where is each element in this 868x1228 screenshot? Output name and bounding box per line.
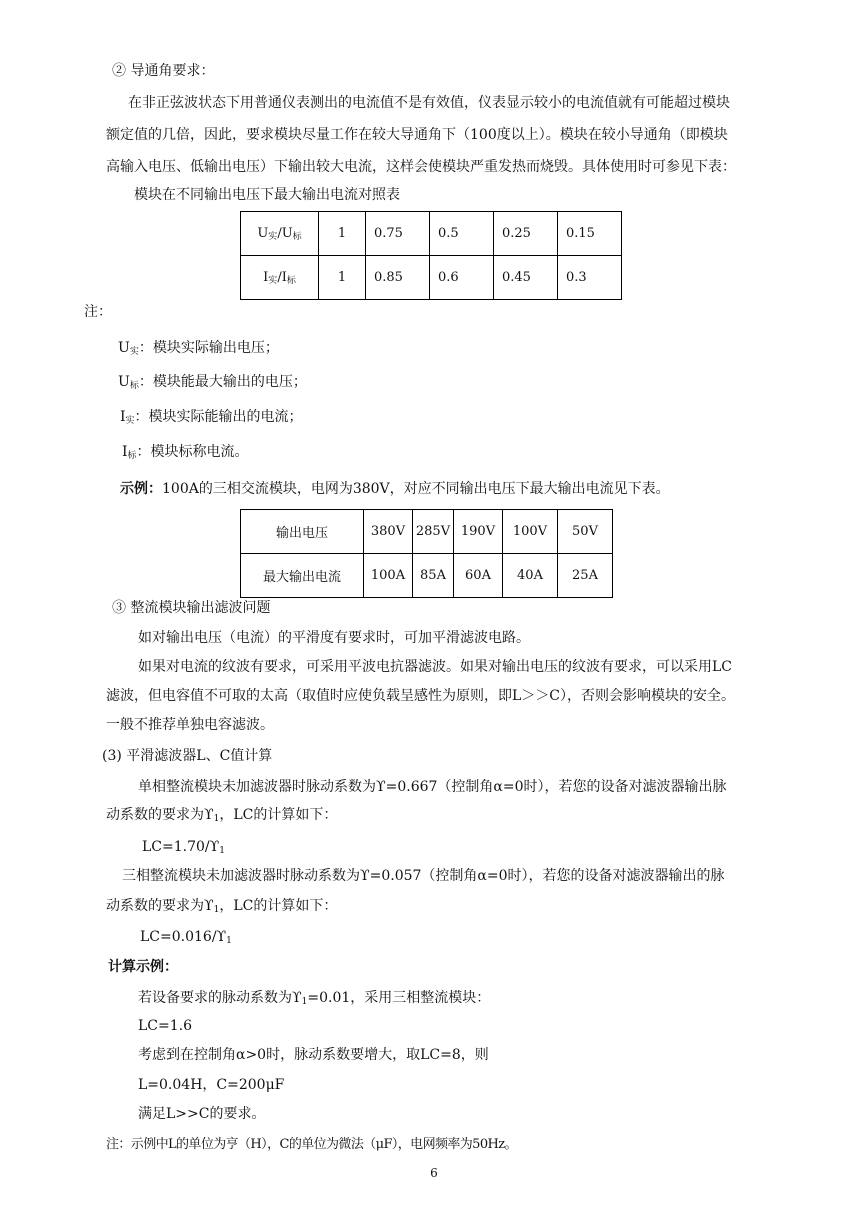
table-row xyxy=(241,212,622,256)
note-item: $I_标$：模块标称电流。 xyxy=(122,444,249,461)
table-cell: 0.15 xyxy=(558,212,622,256)
formula: $LC=0.016/ϒ_1$ xyxy=(140,929,232,946)
paragraph-line: 动系数的要求为$ϒ_1$，LC的计算如下： xyxy=(106,898,338,915)
table-cell: 85A xyxy=(413,554,454,598)
table-caption: 模块在不同输出电压下最大输出电流对照表 xyxy=(134,187,400,203)
table-cell: 285V xyxy=(413,510,454,554)
calc-line: 若设备要求的脉动系数为$ϒ_1=0.01$，采用三相整流模块： xyxy=(138,990,491,1007)
table-cell: 0.6 xyxy=(430,256,494,300)
table-cell: 1 xyxy=(319,256,366,300)
paragraph-line: 在非正弦波状态下用普通仪表测出的电流值不是有效值，仪表显示较小的电流值就有可能超过模块 xyxy=(128,95,730,111)
table-cell: 0.3 xyxy=(558,256,622,300)
ratio-table xyxy=(240,211,622,300)
output-current-table xyxy=(240,509,613,598)
note-item: $U_标$：模块能最大输出的电压； xyxy=(118,374,307,391)
calc-line: 考虑到在控制角α>0时，脉动系数要增大，取LC=8，则 xyxy=(138,1047,489,1063)
paragraph-line: 如对输出电压（电流）的平滑度有要求时，可加平滑滤波电路。 xyxy=(138,630,530,646)
final-note: 注：示例中L的单位为亨（H），C的单位为微法（μF），电网频率为50Hz。 xyxy=(106,1137,517,1152)
table-cell: 0.45 xyxy=(494,256,558,300)
paragraph-line: 如果对电流的纹波有要求，可采用平波电抗器滤波。如果对输出电压的纹波有要求，可以采用LC xyxy=(138,659,733,675)
paragraph-line: 额定值的几倍，因此，要求模块尽量工作在较大导通角下（100度以上）。模块在较小导通角（即模块 xyxy=(106,127,728,143)
table-row xyxy=(241,510,613,554)
paragraph-line: 动系数的要求为$ϒ_1$，LC的计算如下： xyxy=(106,807,338,824)
note-item: $I_实$：模块实际能输出的电流； xyxy=(120,409,303,426)
calc-line: L=0.04H，C=200μF xyxy=(138,1077,285,1093)
page-number: 6 xyxy=(430,1166,438,1180)
table-cell: 60A xyxy=(454,554,503,598)
example-line: 示例：100A的三相交流模块，电网为380V，对应不同输出电压下最大输出电流见下表。 xyxy=(120,481,670,497)
table-cell: 100V xyxy=(503,510,558,554)
section-title-conduction-angle: ② 导通角要求： xyxy=(112,63,215,79)
formula: $LC=1.70/ϒ_1$ xyxy=(142,839,225,856)
calc-line: 满足L>>C的要求。 xyxy=(138,1106,266,1122)
table-cell: 100A xyxy=(364,554,413,598)
table-cell: 40A xyxy=(503,554,558,598)
section-title-lc-calc: (3) 平滑滤波器L、C值计算 xyxy=(102,748,273,764)
table-header-cell: 最大输出电流 xyxy=(241,554,364,598)
table-cell: 380V xyxy=(364,510,413,554)
paragraph-line: 滤波，但电容值不可取的太高（取值时应使负载呈感性为原则，即L＞＞C），否则会影响模块的安全。 xyxy=(106,688,736,704)
table-header-cell: $U_实/U_标$ xyxy=(241,212,319,256)
table-cell: 50V xyxy=(558,510,613,554)
table-cell: 0.75 xyxy=(366,212,430,256)
table-cell: 0.25 xyxy=(494,212,558,256)
table-cell: 190V xyxy=(454,510,503,554)
table-cell: 0.85 xyxy=(366,256,430,300)
note-label: 注： xyxy=(84,304,112,320)
paragraph-line: 三相整流模块未加滤波器时脉动系数为ϒ=0.057（控制角α=0时），若您的设备对滤波器输出的脉 xyxy=(122,868,725,884)
paragraph-line: 高输入电压、低输出电压）下输出较大电流，这样会使模块严重发热而烧毁。具体使用时可参见下表： xyxy=(106,159,736,175)
table-cell: 1 xyxy=(319,212,366,256)
calc-example-title: 计算示例： xyxy=(108,959,178,975)
table-cell: 25A xyxy=(558,554,613,598)
table-header-cell: 输出电压 xyxy=(241,510,364,554)
table-row xyxy=(241,256,622,300)
table-row xyxy=(241,554,613,598)
table-cell: 0.5 xyxy=(430,212,494,256)
calc-line: LC=1.6 xyxy=(138,1018,193,1034)
paragraph-line: 单相整流模块未加滤波器时脉动系数为ϒ=0.667（控制角α=0时），若您的设备对滤波器输出脉 xyxy=(138,779,727,795)
table-header-cell: $I_实/I_标$ xyxy=(241,256,319,300)
section-title-filtering: ③ 整流模块输出滤波问题 xyxy=(112,600,271,616)
note-item: $U_实$：模块实际输出电压； xyxy=(118,340,279,357)
paragraph-line: 一般不推荐单独电容滤波。 xyxy=(106,717,274,733)
